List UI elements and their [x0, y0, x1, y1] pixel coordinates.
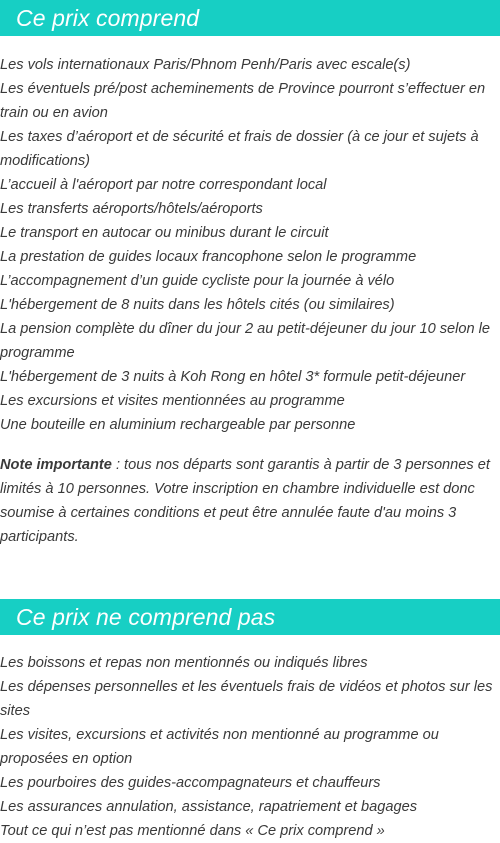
excluded-header	[0, 599, 500, 635]
list-item: Une bouteille en aluminium rechargeable par personne	[0, 417, 356, 433]
note-label: Note importante	[0, 457, 112, 473]
list-item: Les vols internationaux Paris/Phnom Penh/Paris avec escale(s)	[0, 57, 411, 73]
excluded-list	[0, 651, 500, 843]
list-item: Le transport en autocar ou minibus durant le circuit	[0, 225, 329, 241]
excluded-section	[0, 599, 500, 843]
list-item: Les assurances annulation, assistance, rapatriement et bagages	[0, 799, 417, 815]
list-item: Les dépenses personnelles et les éventuels frais de vidéos et photos sur les sites	[0, 679, 493, 719]
included-title: Ce prix comprend	[16, 4, 200, 31]
included-header	[0, 0, 500, 36]
list-item: Les taxes d’aéroport et de sécurité et frais de dossier (à ce jour et sujets à modifications)	[0, 129, 479, 169]
excluded-title: Ce prix ne comprend pas	[16, 603, 276, 630]
list-item: L’accueil à l'aéroport par notre correspondant local	[0, 177, 327, 193]
list-item: L'hébergement de 8 nuits dans les hôtels cités (ou similaires)	[0, 297, 395, 313]
list-item: Les boissons et repas non mentionnés ou indiqués libres	[0, 655, 368, 671]
list-item: Les pourboires des guides-accompagnateurs et chauffeurs	[0, 775, 381, 791]
list-item: Les visites, excursions et activités non mentionné au programme ou proposées en option	[0, 727, 439, 767]
list-item: Les excursions et visites mentionnées au programme	[0, 393, 345, 409]
important-note	[0, 453, 500, 549]
list-item: Tout ce qui n’est pas mentionné dans « Ce prix comprend »	[0, 823, 385, 839]
included-list	[0, 53, 500, 437]
list-item: Les transferts aéroports/hôtels/aéroports	[0, 201, 263, 217]
note-text: : tous nos départs sont garantis à partir de 3 personnes et limités à 10 personnes. Votre inscription en chambre individuelle est donc soumise à certaines conditions et peut être annulée faute d'au moins 3 participants.	[0, 457, 490, 545]
list-item: La pension complète du dîner du jour 2 au petit-déjeuner du jour 10 selon le programme	[0, 321, 491, 361]
list-item: La prestation de guides locaux francophone selon le programme	[0, 249, 417, 265]
list-item: Les éventuels pré/post acheminements de Province pourront s’effectuer en train ou en avion	[0, 81, 486, 121]
list-item: L'hébergement de 3 nuits à Koh Rong en hôtel 3* formule petit-déjeuner	[0, 369, 466, 385]
list-item: L’accompagnement d’un guide cycliste pour la journée à vélo	[0, 273, 395, 289]
